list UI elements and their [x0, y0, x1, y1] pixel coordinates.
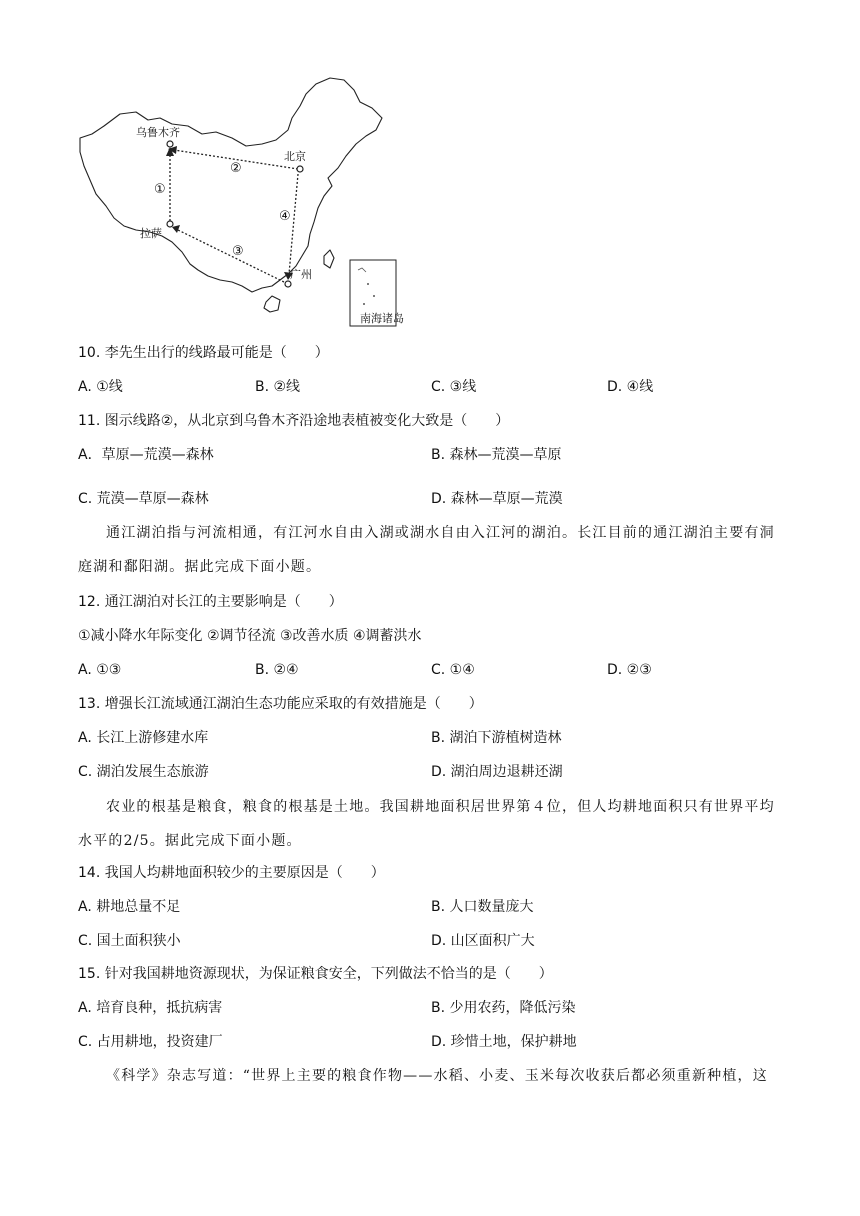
- q14-option-a[interactable]: A. 耕地总量不足: [78, 899, 181, 915]
- q10-option-b[interactable]: B. ②线: [255, 379, 301, 395]
- q12-option-c[interactable]: C. ①④: [431, 662, 475, 678]
- q12-statements: ①减小降水年际变化 ②调节径流 ③改善水质 ④调蓄洪水: [78, 628, 422, 644]
- q11-option-d[interactable]: D. 森林—草原—荒漠: [431, 491, 563, 507]
- city-beijing-label: 北京: [284, 150, 306, 163]
- city-urumqi-label: 乌鲁木齐: [136, 126, 180, 139]
- q15-option-b[interactable]: B. 少用农药，降低污染: [431, 1000, 576, 1016]
- china-outline: [80, 78, 382, 312]
- q14-option-c[interactable]: C. 国土面积狭小: [78, 933, 181, 949]
- q11-option-b[interactable]: B. 森林—荒漠—草原: [431, 447, 562, 463]
- route-3-label: ③: [232, 244, 244, 259]
- route-2-label: ②: [230, 161, 242, 176]
- city-guangzhou-label: 广州: [290, 268, 312, 281]
- q15-stem: 15. 针对我国耕地资源现状，为保证粮食安全，下列做法不恰当的是（ ）: [78, 966, 553, 982]
- q14-option-d[interactable]: D. 山区面积广大: [431, 933, 535, 949]
- south-china-sea-inset: [350, 260, 404, 326]
- route-4-label: ④: [279, 209, 291, 224]
- q15-option-c[interactable]: C. 占用耕地，投资建厂: [78, 1034, 223, 1050]
- inset-label: 南海诸岛: [360, 312, 404, 325]
- q13-option-d[interactable]: D. 湖泊周边退耕还湖: [431, 764, 563, 780]
- q12-option-d[interactable]: D. ②③: [607, 662, 652, 678]
- city-guangzhou-marker: [285, 281, 291, 287]
- q13-stem: 13. 增强长江流域通江湖泊生态功能应采取的有效措施是（ ）: [78, 696, 483, 712]
- q11-option-c[interactable]: C. 荒漠—草原—森林: [78, 491, 209, 507]
- q10-option-d[interactable]: D. ④线: [607, 379, 654, 395]
- q13-option-c[interactable]: C. 湖泊发展生态旅游: [78, 764, 209, 780]
- q12-option-b[interactable]: B. ②④: [255, 662, 299, 678]
- q10-option-a[interactable]: A. ①线: [78, 379, 123, 395]
- city-urumqi-marker: [167, 141, 173, 147]
- passage-lakes: 通江湖泊指与河流相通，有江河水自由入湖或湖水自由入江河的湖泊。长江目前的通江湖泊主要有洞庭湖和鄱阳湖。据此完成下面小题。: [78, 525, 775, 575]
- q12-stem: 12. 通江湖泊对长江的主要影响是（ ）: [78, 594, 343, 610]
- route-1-label: ①: [154, 182, 166, 197]
- q11-option-a[interactable]: A．草原—荒漠—森林: [78, 447, 214, 463]
- q10-option-c[interactable]: C. ③线: [431, 379, 477, 395]
- q13-option-b[interactable]: B. 湖泊下游植树造林: [431, 730, 562, 746]
- q14-option-b[interactable]: B. 人口数量庞大: [431, 899, 534, 915]
- q15-option-d[interactable]: D. 珍惜土地，保护耕地: [431, 1034, 577, 1050]
- city-lhasa-marker: [167, 221, 173, 227]
- q10-stem: 10. 李先生出行的线路最可能是（ ）: [78, 345, 329, 361]
- route-4: [289, 174, 298, 274]
- q12-option-a[interactable]: A. ①③: [78, 662, 122, 678]
- passage-science: 《科学》杂志写道：“世界上主要的粮食作物——水稻、小麦、玉米每次收获后都必须重新种植，这: [106, 1068, 768, 1084]
- city-lhasa-label: 拉萨: [140, 227, 162, 240]
- china-route-map: [76, 74, 406, 330]
- q11-stem: 11. 图示线路②，从北京到乌鲁木齐沿途地表植被变化大致是（ ）: [78, 413, 510, 429]
- q14-stem: 14. 我国人均耕地面积较少的主要原因是（ ）: [78, 865, 385, 881]
- route-3: [178, 230, 284, 282]
- passage-farmland: 农业的根基是粮食，粮食的根基是土地。我国耕地面积居世界第４位，但人均耕地面积只有世界平均水平的2/5。据此完成下面小题。: [78, 799, 775, 849]
- q15-option-a[interactable]: A. 培育良种，抵抗病害: [78, 1000, 223, 1016]
- city-beijing-marker: [297, 166, 303, 172]
- q13-option-a[interactable]: A. 长江上游修建水库: [78, 730, 209, 746]
